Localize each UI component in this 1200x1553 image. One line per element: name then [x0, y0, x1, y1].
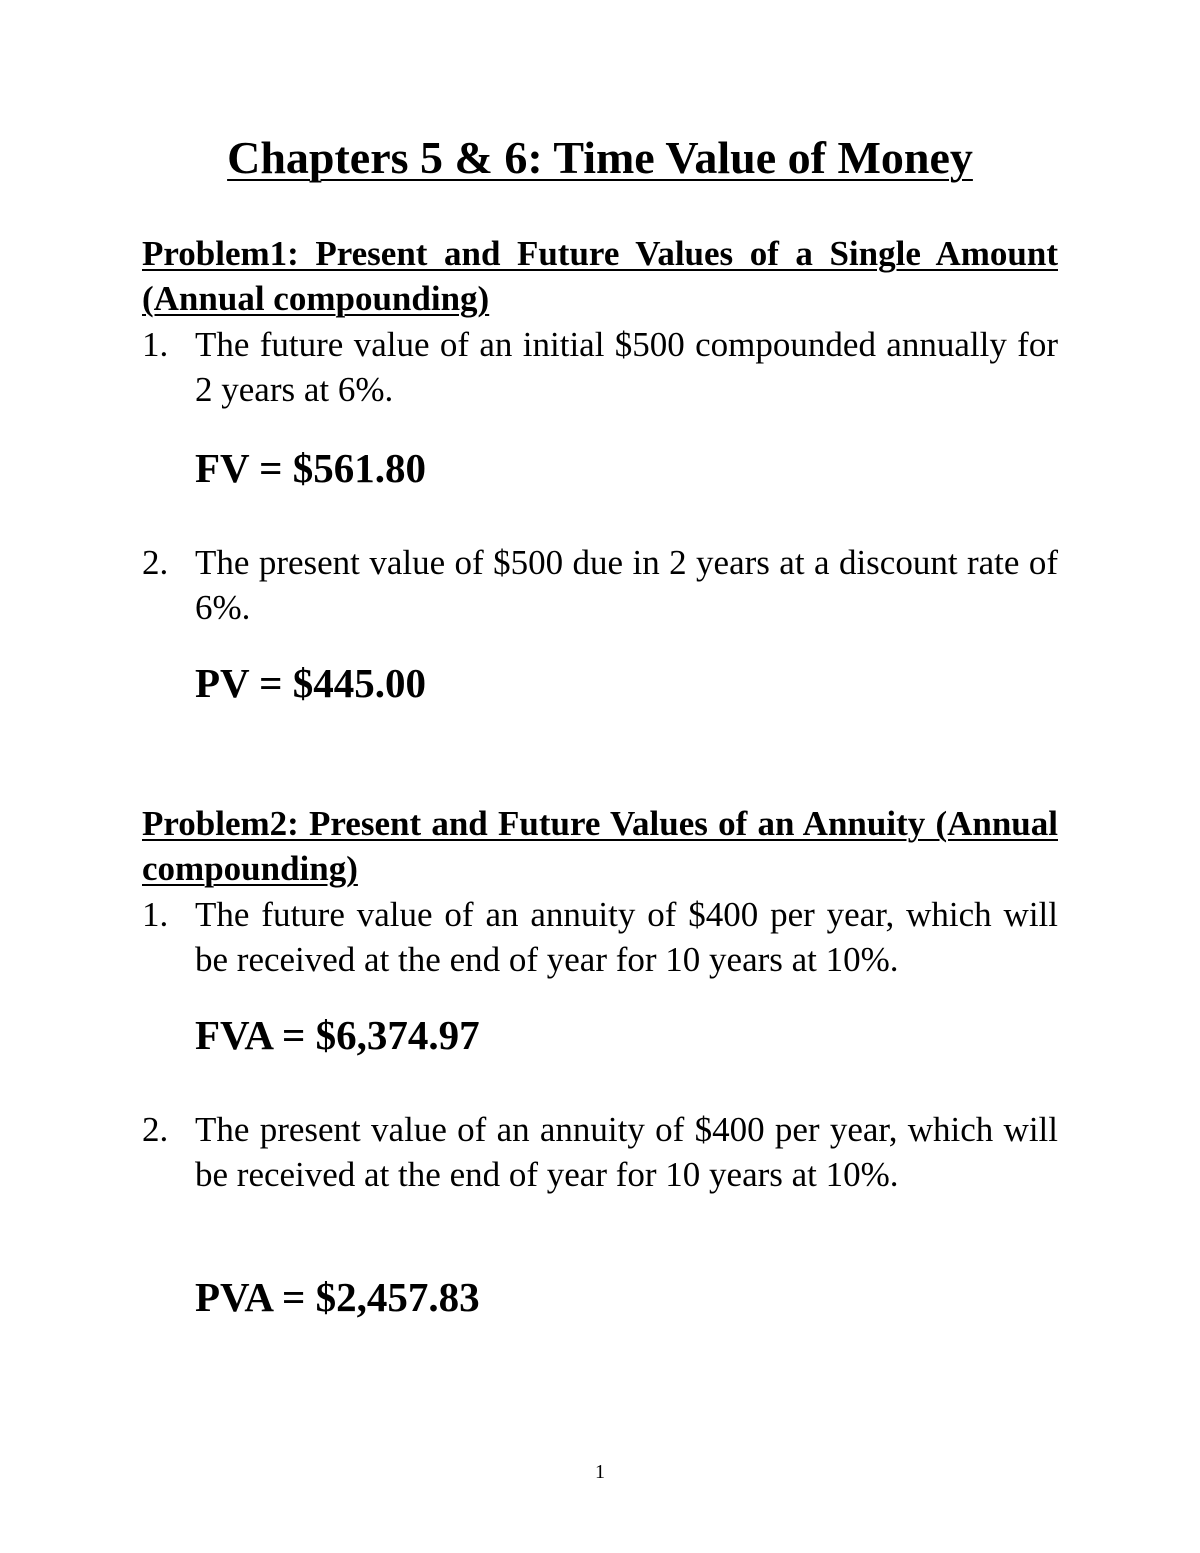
problem1-heading: Problem1: Present and Future Values of a Single Amount (Annual compounding): [142, 234, 1058, 318]
problem1-item-2: [142, 540, 1058, 630]
problem1-answer-2: PV = $445.00: [195, 660, 427, 706]
item-text: The present value of $500 due in 2 years at a discount rate of 6%.: [195, 543, 1058, 627]
item-text: The future value of an initial $500 compounded annually for 2 years at 6%.: [195, 325, 1058, 409]
problem1-item-1: [142, 322, 1058, 412]
problem2-item-1: [142, 892, 1058, 982]
item-number: 1.: [142, 895, 169, 934]
item-number: 1.: [142, 325, 169, 364]
page-title-text: Chapters 5 & 6: Time Value of Money: [227, 132, 973, 183]
page-number: 1: [595, 1461, 605, 1483]
problem2-item-2: [142, 1107, 1058, 1197]
problem1-answer-1: FV = $561.80: [195, 445, 427, 491]
problem2-answer-2: PVA = $2,457.83: [195, 1274, 480, 1320]
item-number: 2.: [142, 1110, 169, 1149]
page-title: [140, 128, 1060, 188]
item-text: The future value of an annuity of $400 per year, which will be received at the end of year for 10 years at 10%.: [195, 895, 1058, 979]
item-number: 2.: [142, 543, 169, 582]
item-text: The present value of an annuity of $400 per year, which will be received at the end of year for 10 years at 10%.: [195, 1110, 1058, 1194]
problem2-answer-1: FVA = $6,374.97: [195, 1012, 480, 1058]
problem2-heading: Problem2: Present and Future Values of an Annuity (Annual compounding): [142, 804, 1058, 888]
